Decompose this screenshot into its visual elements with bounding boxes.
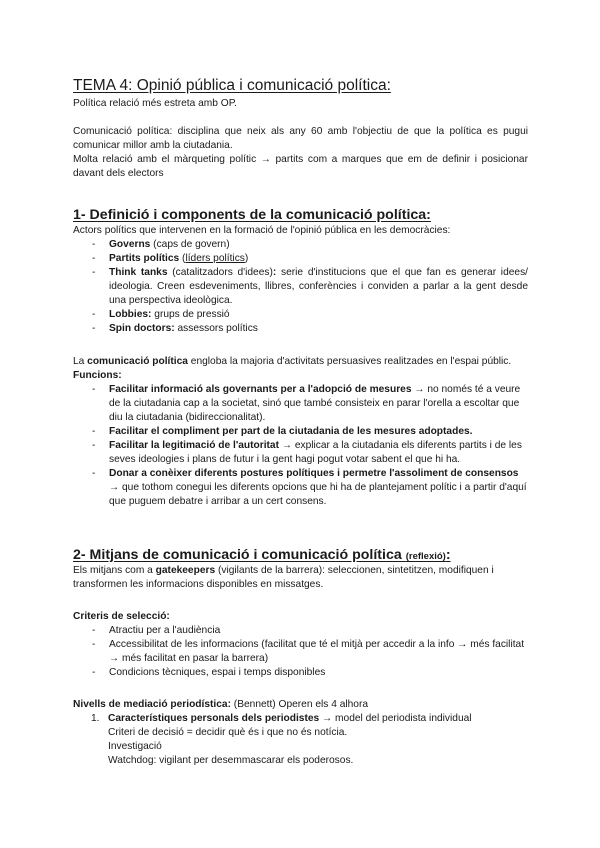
list-item — [73, 266, 528, 308]
actor-term: Governs — [109, 239, 151, 250]
function-desc: → explicar a la ciutadania els diferents partits i de les seves ideologies i plans de futur i la gent hagi pogut votar sabent el que hi ha. — [109, 440, 522, 465]
page-title: TEMA 4: Opinió pública i comunicació política: — [73, 77, 391, 94]
section2-heading-text: 2- Mitjans de comunicació i comunicació política — [73, 547, 402, 563]
comm-definition-text — [73, 355, 528, 369]
function-title: Donar a conèixer diferents postures polítiques i permetre l'assoliment de consensos — [109, 468, 519, 479]
criteria-list — [73, 624, 528, 680]
comm-post: engloba la majoria d'activitats persuasives realitzades en l'espai públic. — [187, 356, 512, 367]
functions-list — [73, 383, 528, 509]
comm-pre: La — [73, 356, 88, 367]
actor-colon: : — [272, 267, 277, 278]
gatekeepers-section — [73, 564, 528, 592]
actor-desc-long: serie d'institucions que el que fan es generar idees/ ideologia. Creen esdeveniments, llibres, conferències i conviden a parlar a la gent desde una perspectiva ideològica. — [109, 267, 528, 306]
list-item: - Accessibilitat de les informacions (facilitat que té el mitjà per accedir a la info → més facilitat → més facilitat en pasar la barrera) — [73, 638, 528, 666]
comm-definition — [73, 355, 528, 509]
mediation-label — [73, 698, 528, 712]
actors-list — [73, 238, 528, 336]
mediation-list — [73, 712, 528, 726]
section2-heading-note: (reflexió) — [405, 551, 446, 562]
level1-line: Criteri de decisió = decidir què és i que no és notícia. — [108, 727, 348, 738]
list-item — [73, 308, 528, 322]
mediation-label-rest: (Bennett) Operen els 4 alhora — [230, 699, 369, 710]
list-item — [73, 467, 528, 509]
list-item — [73, 383, 528, 425]
list-item: - Partits polítics (líders polítics) — [73, 252, 528, 266]
actor-desc: assessors polítics — [174, 323, 258, 334]
gatekeepers-post: (vigilants de la barrera): seleccionen, sintetitzen, modifiquen i transformen les informacions disponibles en missatges. — [73, 565, 494, 590]
function-title: Facilitar informació als governants per a l'adopció de mesures — [109, 384, 412, 395]
intro-line: Política relació més estreta amb OP. — [73, 98, 238, 109]
intro-paragraph-2: Molta relació amb el màrqueting polític → partits com a marques que em de definir i posicionar davant dels electors — [73, 154, 528, 179]
list-item — [73, 425, 528, 439]
actors-intro: Actors polítics que intervenen en la formació de l'opinió pública en les democràcies: — [73, 225, 451, 236]
actor-desc: (caps de govern) — [150, 239, 230, 250]
level-desc: → model del periodista individual — [319, 713, 472, 724]
criteria-label — [73, 610, 528, 624]
intro-paragraphs — [73, 125, 528, 181]
list-number: 1. — [91, 713, 100, 724]
function-desc: → no només té a veure de la ciutadania cap a la societat, sinó que també consisteix en parar l'orella a escoltar que diu la ciutadania (bidireccionalitat). — [109, 384, 521, 423]
actor-term: Spin doctors: — [109, 323, 175, 334]
list-item: - Atractiu per a l'audiència — [73, 624, 528, 638]
list-item — [73, 322, 528, 336]
gatekeepers-term: gatekeepers — [155, 565, 216, 576]
list-item — [73, 439, 528, 467]
actor-desc: (catalitzadors d'idees) — [167, 267, 273, 278]
function-desc: → que tothom conegui les diferents opcions que hi ha de plantejament polític i a partir d'aquí que puguem debatre i arribar a un cert consens. — [109, 482, 527, 507]
actor-desc: grups de pressió — [151, 309, 230, 320]
mediation-label-text: Nivells de mediació periodística: — [73, 699, 231, 710]
level1-details — [73, 726, 528, 768]
level-title: Característiques personals dels periodistes — [108, 713, 320, 724]
level1-line: Investigació — [108, 741, 162, 752]
gatekeepers-pre: Els mitjans com a — [73, 565, 156, 576]
function-title: Facilitar el compliment per part de la ciutadania de les mesures adoptades. — [109, 426, 473, 437]
criteria-section — [73, 610, 528, 680]
intro-section — [73, 97, 528, 111]
functions-label — [73, 369, 528, 383]
gatekeepers-text — [73, 564, 528, 592]
list-item: - Condicions tècniques, espai i temps disponibles — [73, 666, 528, 680]
function-title: Facilitar la legitimació de l'autoritat — [109, 440, 279, 451]
actor-term: Partits polítics — [109, 253, 180, 264]
comm-term: comunicació política — [87, 356, 188, 367]
section2-heading-colon: : — [445, 547, 451, 563]
intro-paragraph-1: Comunicació política: disciplina que neix als any 60 amb l'objectiu de que la política es pugui comunicar millor amb la ciutadania. — [73, 126, 528, 151]
actor-term: Think tanks — [109, 267, 168, 278]
level1-line: Watchdog: vigilant per desemmascarar els poderosos. — [108, 755, 354, 766]
list-item — [73, 238, 528, 252]
functions-label-text: Funcions: — [73, 370, 122, 381]
mediation-section — [73, 698, 528, 768]
criteria-label-text: Criteris de selecció: — [73, 611, 170, 622]
actor-link[interactable]: líders polítics — [185, 253, 245, 264]
section2-heading — [73, 546, 451, 566]
list-item — [73, 712, 528, 726]
actor-term: Lobbies: — [109, 309, 152, 320]
section1-heading: 1- Definició i components de la comunicació política: — [73, 207, 431, 223]
actors-section — [73, 224, 528, 336]
